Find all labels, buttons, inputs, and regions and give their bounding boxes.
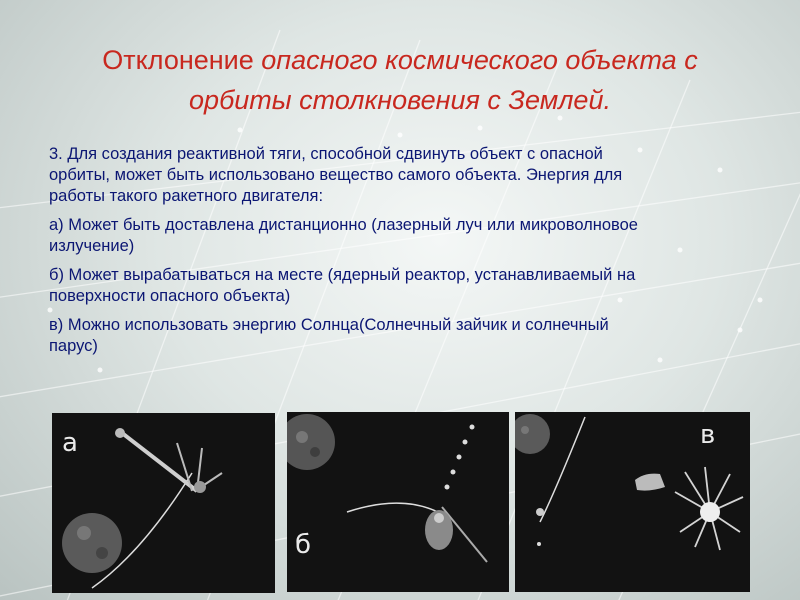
intro-paragraph: 3. Для создания реактивной тяги, способной сдвинуть объект с опасной орбиты, может быть использовано вещество самого объекта. Энергия для работы такого ракетного двигателя: (49, 145, 623, 205)
panel-letter-a: а (62, 428, 78, 458)
slide-title (40, 40, 760, 120)
nuclear-reactor-illustration (287, 412, 509, 592)
illustration-c (515, 412, 750, 592)
list-item-c: в) Можно использовать энергию Солнца(Солнечный зайчик и солнечный парус) (49, 316, 609, 355)
list-item-a: а) Может быть доставлена дистанционно (лазерный луч или микроволновое излучение) (49, 216, 638, 255)
slide-body (49, 144, 659, 365)
panel-letter-b: б (295, 530, 312, 560)
title-plain: Отклонение (102, 45, 262, 75)
title-italic-2: орбиты столкновения с Землей. (189, 85, 611, 115)
title-italic-1: опасного космического объекта с (261, 45, 698, 75)
laser-beam-illustration (52, 413, 275, 593)
list-item-b: б) Может вырабатываться на месте (ядерный реактор, устанавливаемый на поверхности опасного объекта) (49, 266, 636, 305)
illustration-a (52, 413, 275, 593)
panel-letter-c: в (700, 420, 716, 450)
illustration-b (287, 412, 509, 592)
